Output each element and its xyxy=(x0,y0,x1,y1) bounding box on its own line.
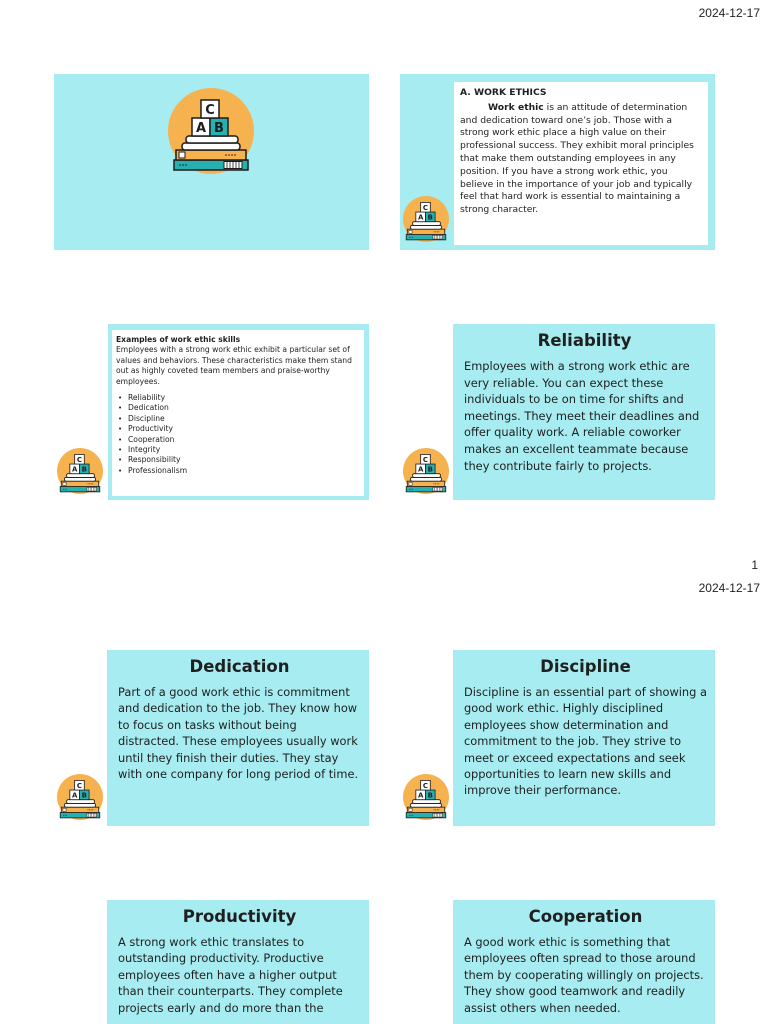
slide-productivity xyxy=(54,900,369,1024)
abc-blocks-books-logo xyxy=(403,448,449,494)
slide-body: Part of a good work ethic is commitment and dedication to the job. They know how to focus on tasks without being distracted. These employees usually work until they finish their duties. They stay with one company for long period of time. xyxy=(118,685,359,782)
slide-title: Reliability xyxy=(537,331,632,350)
work-ethic-term: Work ethic xyxy=(488,101,544,113)
page-date: 2024-12-17 xyxy=(698,581,760,595)
skill-item: • Cooperation xyxy=(128,435,360,445)
skill-item: • Integrity xyxy=(128,445,360,455)
slide-reliability xyxy=(400,324,715,500)
examples-intro: Employees with a strong work ethic exhibit a particular set of values and behaviors. These characteristics make them stand out as highly coveted team members and praise-worthy employees. xyxy=(116,345,352,386)
slide-cooperation xyxy=(400,900,715,1024)
abc-blocks-books-logo xyxy=(57,448,103,494)
abc-blocks-books-logo xyxy=(167,88,255,174)
abc-blocks-books-logo xyxy=(403,774,449,820)
examples-heading: Examples of work ethic skills xyxy=(116,335,241,344)
work-ethics-paragraph xyxy=(460,102,702,217)
work-ethics-textbox xyxy=(454,82,708,245)
slide-title: Cooperation xyxy=(528,907,643,926)
slide-discipline xyxy=(400,650,715,826)
skill-item: • Professionalism xyxy=(128,466,360,476)
slide-dedication xyxy=(54,650,369,826)
slide-work-ethics xyxy=(400,74,715,250)
productivity-panel xyxy=(107,900,369,1024)
work-ethics-heading: A. WORK ETHICS xyxy=(460,87,547,98)
slide-body: A strong work ethic translates to outstanding productivity. Productive employees often have a higher output than their counterparts. They complete projects early and do more than the xyxy=(118,935,343,1015)
reliability-panel xyxy=(453,324,715,500)
page-date: 2024-12-17 xyxy=(698,6,760,20)
page-number: 1 xyxy=(751,558,758,572)
slide-body: Employees with a strong work ethic are very reliable. You can expect these individuals to be on time for shifts and meetings. They meet their deadlines and offer quality work. A reliable coworker makes an excellent teammate because they contribute fairly to projects. xyxy=(464,359,700,473)
skill-item: • Productivity xyxy=(128,424,360,434)
discipline-panel xyxy=(453,650,715,826)
skill-item: • Responsibility xyxy=(128,455,360,465)
slide-examples xyxy=(54,324,369,500)
slide-title: Dedication xyxy=(189,657,290,676)
skill-item: • Reliability xyxy=(128,393,360,403)
skill-item: • Discipline xyxy=(128,414,360,424)
abc-blocks-books-logo xyxy=(57,774,103,820)
examples-textbox xyxy=(112,330,364,496)
skills-list xyxy=(116,393,360,476)
slide-body: A good work ethic is something that employees often spread to those around them by cooperating willingly on projects. They show good teamwork and readily assist others when needed. xyxy=(464,935,704,1015)
slide-title-logo xyxy=(54,74,369,250)
examples-frame xyxy=(108,324,369,500)
skill-item: • Dedication xyxy=(128,403,360,413)
dedication-panel xyxy=(107,650,369,826)
abc-blocks-books-logo xyxy=(403,196,449,242)
work-ethic-definition: is an attitude of determination and dedication toward one’s job. Those with a strong work ethic place a high value on their professional success. They exhibit moral principles that make them outstanding employees in any position. If you have a strong work ethic, you believe in the importance of your job and typically feel that hard work is essential to maintaining a strong character. xyxy=(460,101,694,216)
slide-title: Productivity xyxy=(182,907,297,926)
slide-title: Discipline xyxy=(540,657,631,676)
slide-body: Discipline is an essential part of showing a good work ethic. Highly disciplined employees show determination and commitment to the job. They strive to meet or exceed expectations and seek opportunities to learn new skills and improve their performance. xyxy=(464,685,707,798)
cooperation-panel xyxy=(453,900,715,1024)
